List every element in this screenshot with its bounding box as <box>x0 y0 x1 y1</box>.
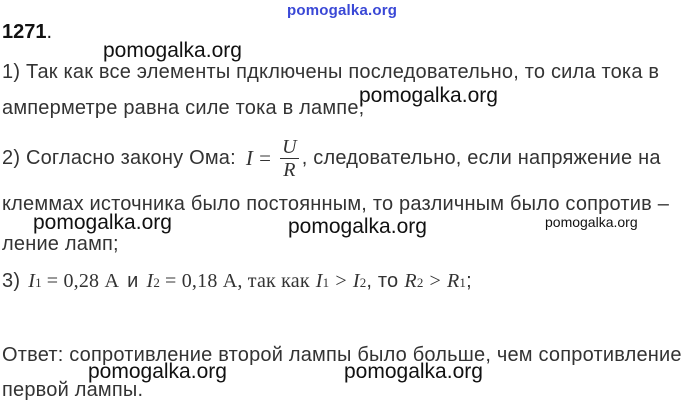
step3-i1: I <box>28 270 36 292</box>
formula-equals: = <box>259 145 272 170</box>
fraction-numerator: U <box>282 135 297 158</box>
answer-line1: Ответ: сопротивление второй лампы было больше, чем сопротивление <box>2 344 682 366</box>
watermark: pomogalka.org <box>103 39 242 62</box>
fraction-denominator: R <box>283 158 296 181</box>
step2-line2: клеммах источника было постоянным, то различным было сопротив – <box>2 193 670 215</box>
step3-i1-sub: 1 <box>35 275 42 290</box>
step2-line3: ление ламп; <box>2 233 119 255</box>
step2-suffix: , следовательно, если напряжение на <box>301 146 661 169</box>
step3-r2: R <box>404 270 417 292</box>
step2-prefix: 2) Согласно закону Ома: <box>2 146 236 169</box>
formula-current-symbol: I <box>245 145 254 170</box>
step3-compare-i2: I <box>352 270 360 292</box>
step3-then: , то <box>366 270 399 292</box>
step3-r1-sub: 1 <box>459 275 467 290</box>
step3-i2: I <box>146 270 154 292</box>
step3-end: ; <box>466 270 472 292</box>
step3-i2-value: = 0,18 А, так как <box>165 270 310 292</box>
step2-formula-line <box>2 133 661 183</box>
watermark: pomogalka.org <box>545 214 638 230</box>
answer-line2: первой лампы. <box>2 379 144 401</box>
watermark: pomogalka.org <box>359 84 498 107</box>
step3-compare-i1: I <box>315 270 323 292</box>
watermark: pomogalka.org <box>88 360 227 383</box>
step3-r1: R <box>447 270 460 292</box>
watermark: pomogalka.org <box>33 211 172 234</box>
step3-gt2: > <box>429 270 441 292</box>
watermark: pomogalka.org <box>288 215 427 238</box>
watermark-top[interactable]: pomogalka.org <box>287 2 398 19</box>
step3-compare-i2-sub: 2 <box>359 275 367 290</box>
step3-prefix: 3) <box>2 270 21 292</box>
step3-gt1: > <box>335 270 347 292</box>
step3-and: и <box>127 270 139 292</box>
step1-line1: 1) Так как все элементы пдключены последовательно, то сила тока в <box>2 61 660 83</box>
watermark: pomogalka.org <box>344 360 483 383</box>
step3-r2-sub: 2 <box>416 275 424 290</box>
problem-number <box>2 21 52 44</box>
problem-number-dot: . <box>46 21 53 43</box>
step3-i2-sub: 2 <box>153 275 161 290</box>
step3-compare-i1-sub: 1 <box>322 275 330 290</box>
step3-line <box>2 270 472 293</box>
ohm-law-fraction <box>280 136 299 181</box>
problem-number-value: 1271 <box>2 21 47 43</box>
step1-line2: амперметре равна силе тока в лампе; <box>2 97 365 119</box>
step3-i1-value: = 0,28 А <box>46 270 120 292</box>
